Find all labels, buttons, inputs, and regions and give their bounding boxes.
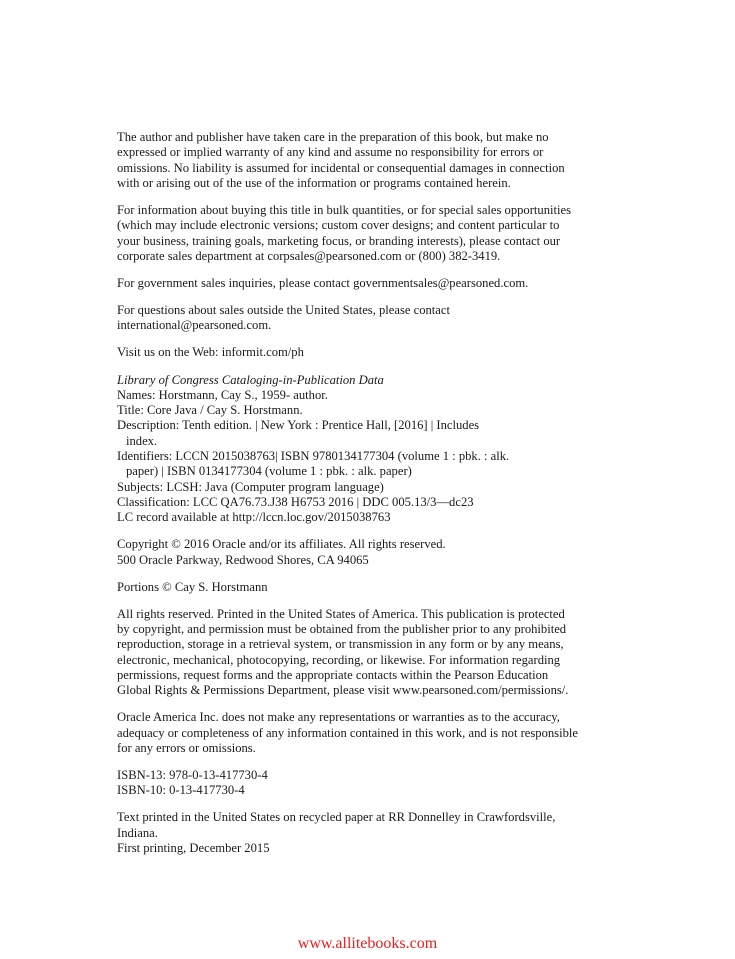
text-line: reproduction, storage in a retrieval system, or transmission in any form or by any means,: [117, 637, 564, 652]
international-sales-paragraph: [117, 303, 612, 334]
bulk-sales-paragraph: [117, 203, 612, 264]
text-line: Text printed in the United States on recycled paper at RR Donnelley in Crawfordsville,: [117, 810, 556, 825]
text-line: Indiana.: [117, 825, 158, 840]
cip-line: Description: Tenth edition. | New York : Prentice Hall, [2016] | Includes: [117, 418, 480, 433]
text-line: 500 Oracle Parkway, Redwood Shores, CA 94065: [117, 552, 369, 567]
cip-line: Classification: LCC QA76.73.J38 H6753 2016 | DDC 005.13/3—dc23: [117, 494, 474, 509]
cip-line: Names: Horstmann, Cay S., 1959- author.: [117, 387, 328, 402]
text-line: adequacy or completeness of any information contained in this work, and is not responsible: [117, 725, 578, 740]
cip-line: Subjects: LCSH: Java (Computer program language): [117, 479, 384, 494]
text-line: by copyright, and permission must be obtained from the publisher prior to any prohibited: [117, 622, 567, 637]
text-line: international@pearsoned.com.: [117, 318, 272, 333]
web-paragraph: [117, 345, 612, 360]
cip-block: [117, 373, 612, 526]
text-line: Copyright © 2016 Oracle and/or its affiliates. All rights reserved.: [117, 537, 446, 552]
government-sales-paragraph: [117, 276, 612, 291]
text-line: All rights reserved. Printed in the United States of America. This publication is protected: [117, 606, 565, 621]
cip-line: Title: Core Java / Cay S. Horstmann.: [117, 403, 303, 418]
isbn-13: ISBN-13: 978-0-13-417730-4: [117, 768, 268, 783]
cip-line: paper) | ISBN 0134177304 (volume 1 : pbk. : alk. paper): [126, 464, 412, 479]
text-line: For questions about sales outside the United States, please contact: [117, 303, 450, 318]
text-line: For information about buying this title in bulk quantities, or for special sales opportunities: [117, 202, 572, 217]
text-line: Visit us on the Web: informit.com/ph: [117, 345, 304, 360]
isbn-paragraph: [117, 768, 612, 799]
cip-line: LC record available at http://lccn.loc.gov/2015038763: [117, 510, 391, 525]
cip-heading: Library of Congress Cataloging-in-Publication Data: [117, 372, 384, 387]
printing-paragraph: [117, 810, 612, 856]
text-line: for any errors or omissions.: [117, 740, 256, 755]
printing-date: First printing, December 2015: [117, 841, 270, 856]
text-line: your business, training goals, marketing focus, or branding interests), please contact our: [117, 233, 561, 248]
text-line: For government sales inquiries, please contact governmentsales@pearsoned.com.: [117, 275, 529, 290]
text-line: corporate sales department at corpsales@pearsoned.com or (800) 382-3419.: [117, 248, 501, 263]
disclaimer-paragraph: [117, 130, 612, 191]
text-line: electronic, mechanical, photocopying, recording, or likewise. For information regarding: [117, 652, 561, 667]
footer-website-link[interactable]: www.allitebooks.com: [297, 935, 438, 952]
rights-paragraph: [117, 607, 612, 699]
text-line: (which may include electronic versions; custom cover designs; and content particular to: [117, 218, 560, 233]
text-line: Global Rights & Permissions Department, please visit www.pearsoned.com/permissions/.: [117, 683, 569, 698]
text-line: The author and publisher have taken care in the preparation of this book, but make no: [117, 130, 549, 144]
text-line: expressed or implied warranty of any kind and assume no responsibility for errors or: [117, 145, 544, 160]
copyright-paragraph: [117, 537, 612, 568]
text-line: with or arising out of the use of the information or programs contained herein.: [117, 175, 511, 190]
cip-line: Identifiers: LCCN 2015038763| ISBN 9780134177304 (volume 1 : pbk. : alk.: [117, 449, 510, 464]
portions-paragraph: [117, 580, 612, 595]
text-line: permissions, request forms and the appropriate contacts within the Pearson Education: [117, 667, 549, 682]
text-line: Oracle America Inc. does not make any representations or warranties as to the accuracy,: [117, 710, 560, 725]
text-line: omissions. No liability is assumed for incidental or consequential damages in connection: [117, 160, 565, 175]
cip-line: index.: [126, 433, 158, 448]
copyright-page: [117, 130, 612, 868]
text-line: Portions © Cay S. Horstmann: [117, 579, 268, 594]
oracle-disclaimer-paragraph: [117, 710, 612, 756]
isbn-10: ISBN-10: 0-13-417730-4: [117, 783, 245, 798]
